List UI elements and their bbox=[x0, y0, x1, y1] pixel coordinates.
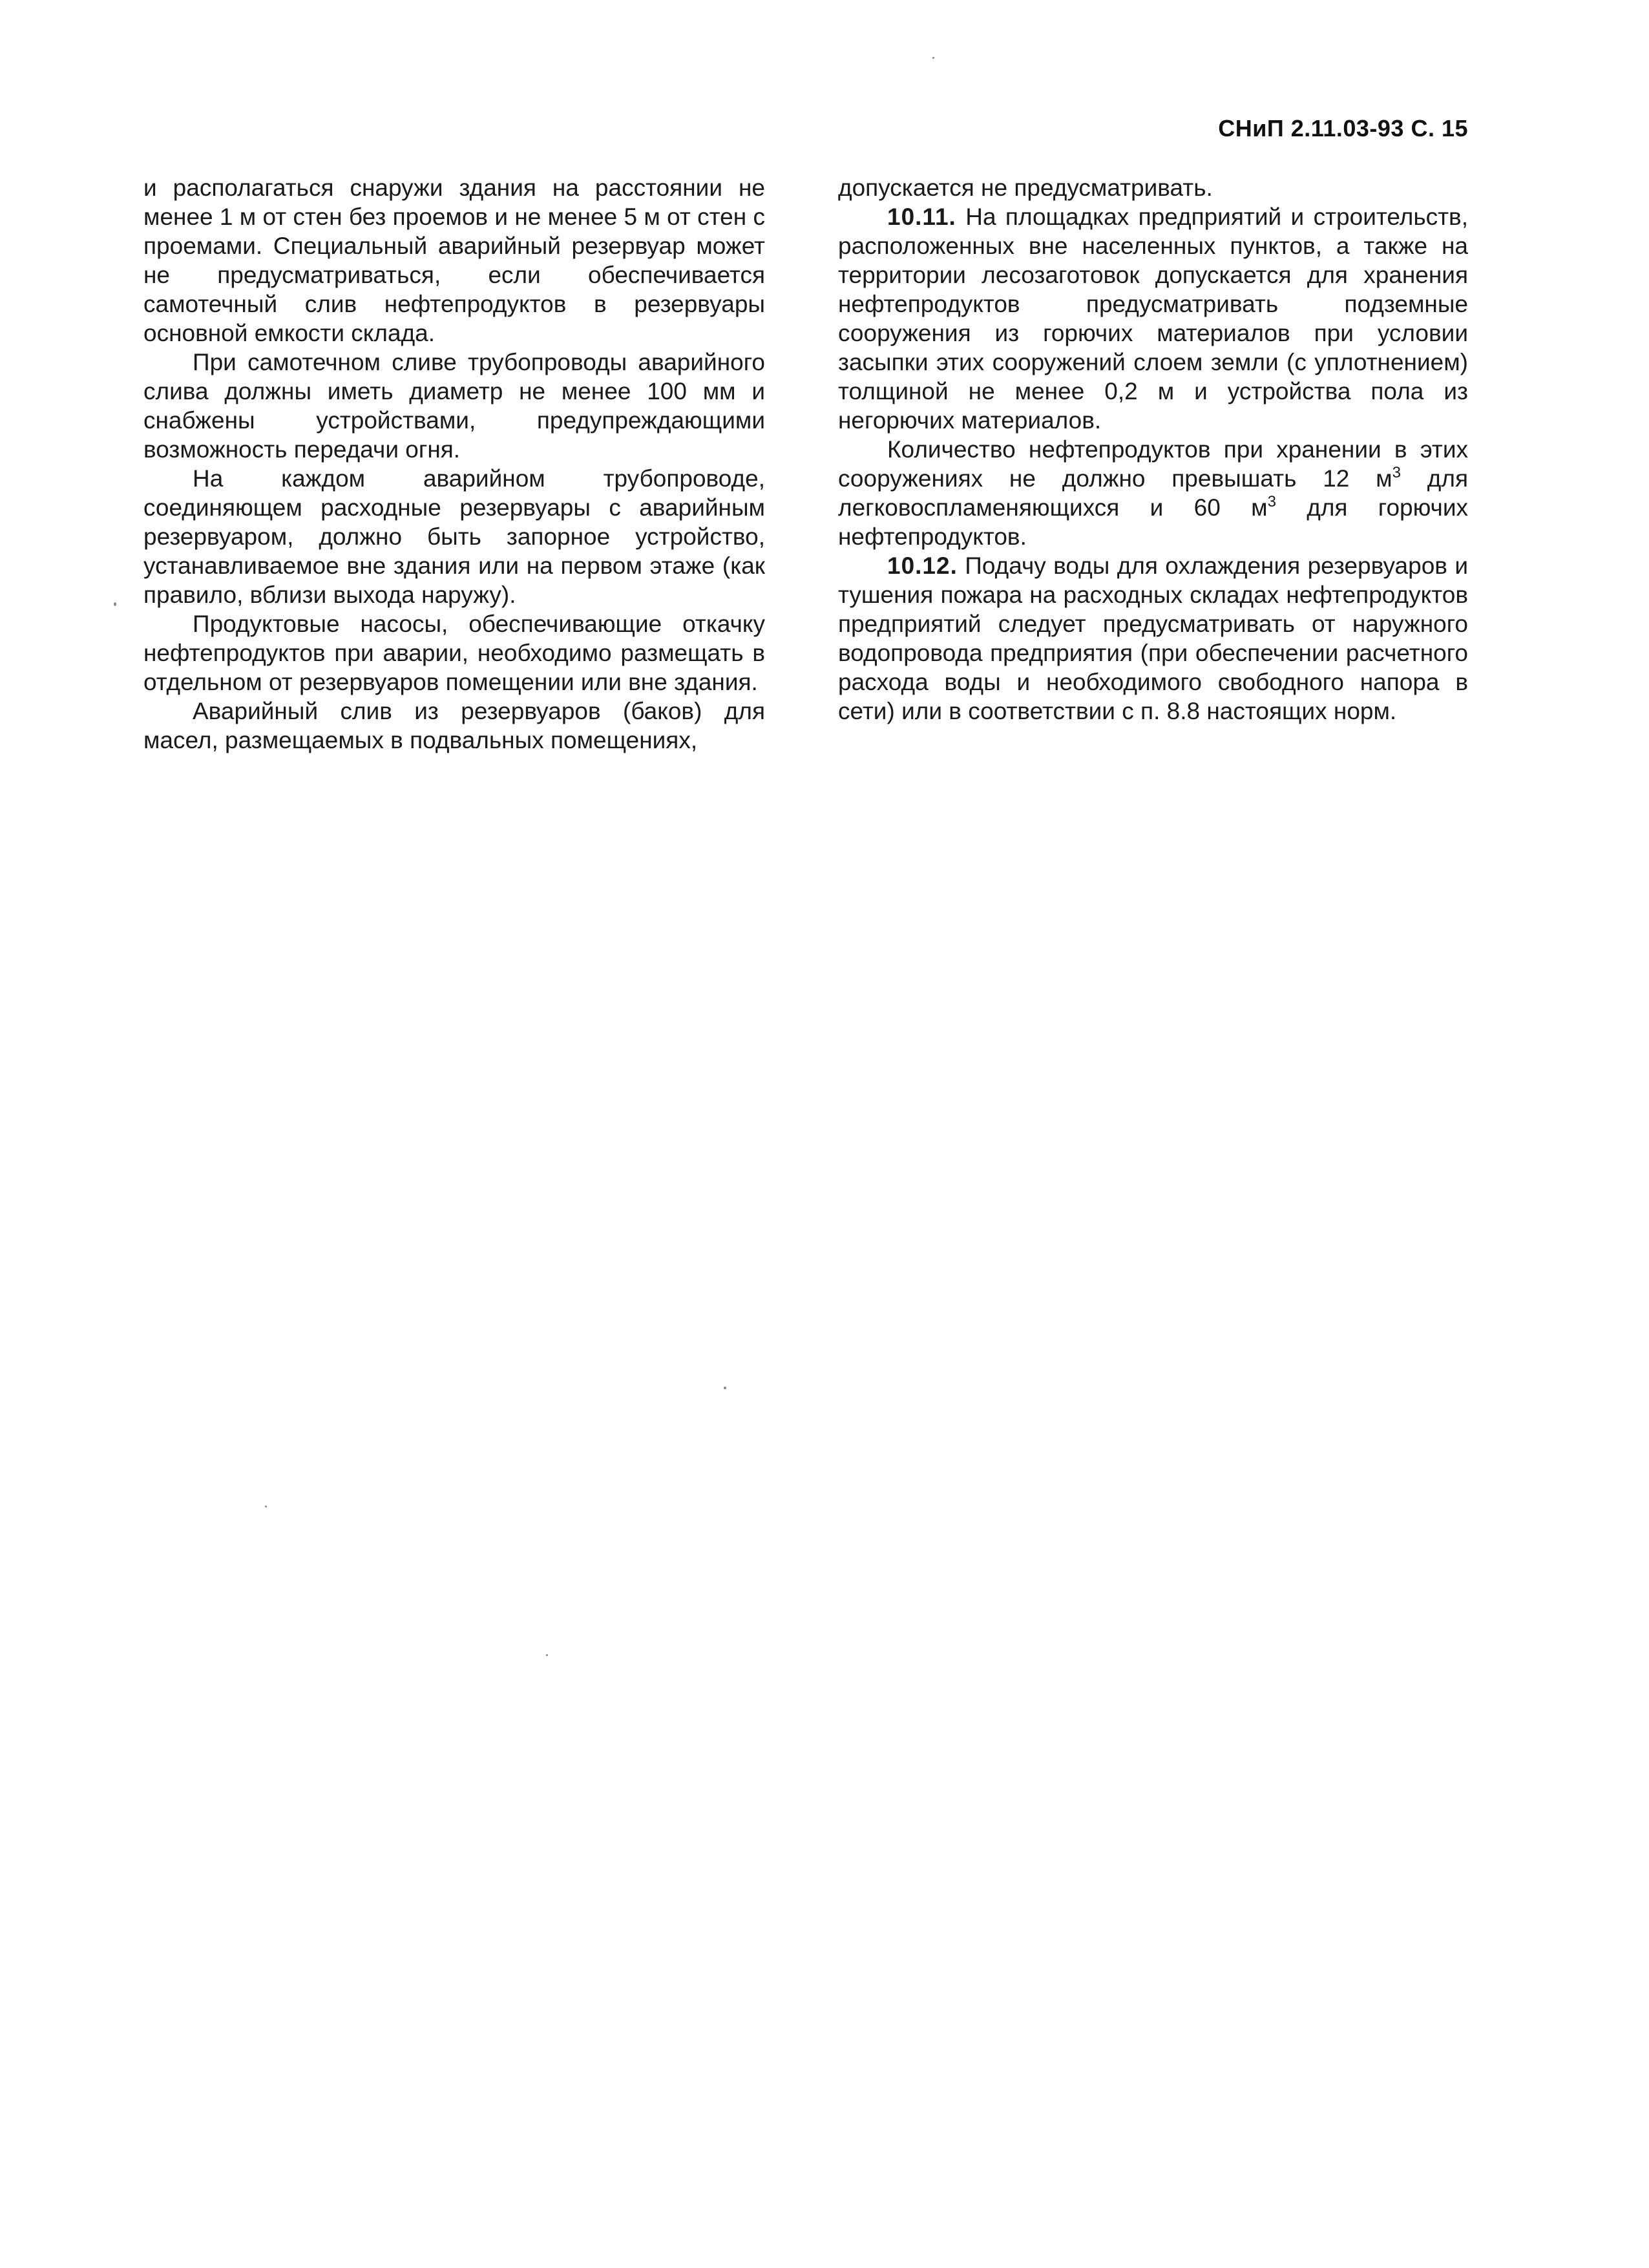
scan-speck bbox=[265, 1506, 267, 1507]
section-text: На площадках предприятий и строительств, расположенных вне населенных пунктов, а также на территории лесозаготовок допускается для хранения нефтепродуктов предусматривать подземные сооружения из горючих материалов при условии засыпки этих сооружений слоем земли (с уплотнением) толщиной не менее 0,2 м и устройства пола из негорючих материалов. bbox=[838, 204, 1468, 434]
paragraph: и располагаться снаружи здания на расстоянии не менее 1 м от стен без проемов и не менее 5 м от стен с проемами. Специальный аварийный резервуар может не предусматриваться, если обеспечивается самотечный слив нефтепродуктов в резервуары основной емкости склада. bbox=[143, 174, 765, 346]
scan-speck bbox=[724, 1387, 726, 1389]
superscript: 3 bbox=[1267, 493, 1276, 510]
superscript: 3 bbox=[1392, 464, 1401, 481]
running-header: СНиП 2.11.03-93 С. 15 bbox=[1218, 115, 1468, 142]
paragraph: При самотечном сливе трубопроводы аварийного слива должны иметь диаметр не менее 100 мм и снабжены устройствами, предупреждающими возможность передачи огня. bbox=[143, 349, 765, 463]
text-fragment: для легковоспламеняющихся и 60 м bbox=[838, 465, 1468, 521]
paragraph: Аварийный слив из резервуаров (баков) для масел, размещаемых в подвальных помещениях, bbox=[143, 698, 765, 753]
right-column bbox=[838, 173, 1468, 726]
left-column bbox=[143, 173, 765, 755]
text-fragment: для горючих нефтепродуктов. bbox=[838, 494, 1468, 550]
paragraph: Продуктовые насосы, обеспечивающие откачку нефтепродуктов при аварии, необходимо размещать в отдельном от резервуаров помещении или вне здания. bbox=[143, 611, 765, 695]
scan-speck bbox=[114, 602, 116, 606]
section-number: 10.12. bbox=[887, 552, 958, 579]
section-text: Подачу воды для охлаждения резервуаров и тушения пожара на расходных складах нефтепродуктов предприятий следует предусматривать от наружного водопровода предприятия (при обеспечении расчетного расхода воды и необходимого свободного напора в сети) или в соответствии с п. 8.8 настоящих норм. bbox=[838, 552, 1468, 724]
section-10-11 bbox=[838, 202, 1468, 435]
paragraph: На каждом аварийном трубопроводе, соединяющем расходные резервуары с аварийным резервуаром, должно быть запорное устройство, устанавливаемое вне здания или на первом этаже (как правило, вблизи выхода наружу). bbox=[143, 465, 765, 608]
scan-speck bbox=[932, 57, 934, 59]
section-10-12 bbox=[838, 551, 1468, 726]
text-fragment: Количество нефтепродуктов при хранении в этих сооружениях не должно превышать 12 м bbox=[838, 436, 1468, 492]
paragraph bbox=[838, 435, 1468, 551]
paragraph: допускается не предусматривать. bbox=[838, 174, 1213, 201]
section-number: 10.11. bbox=[887, 204, 956, 230]
scan-speck bbox=[546, 1654, 548, 1656]
